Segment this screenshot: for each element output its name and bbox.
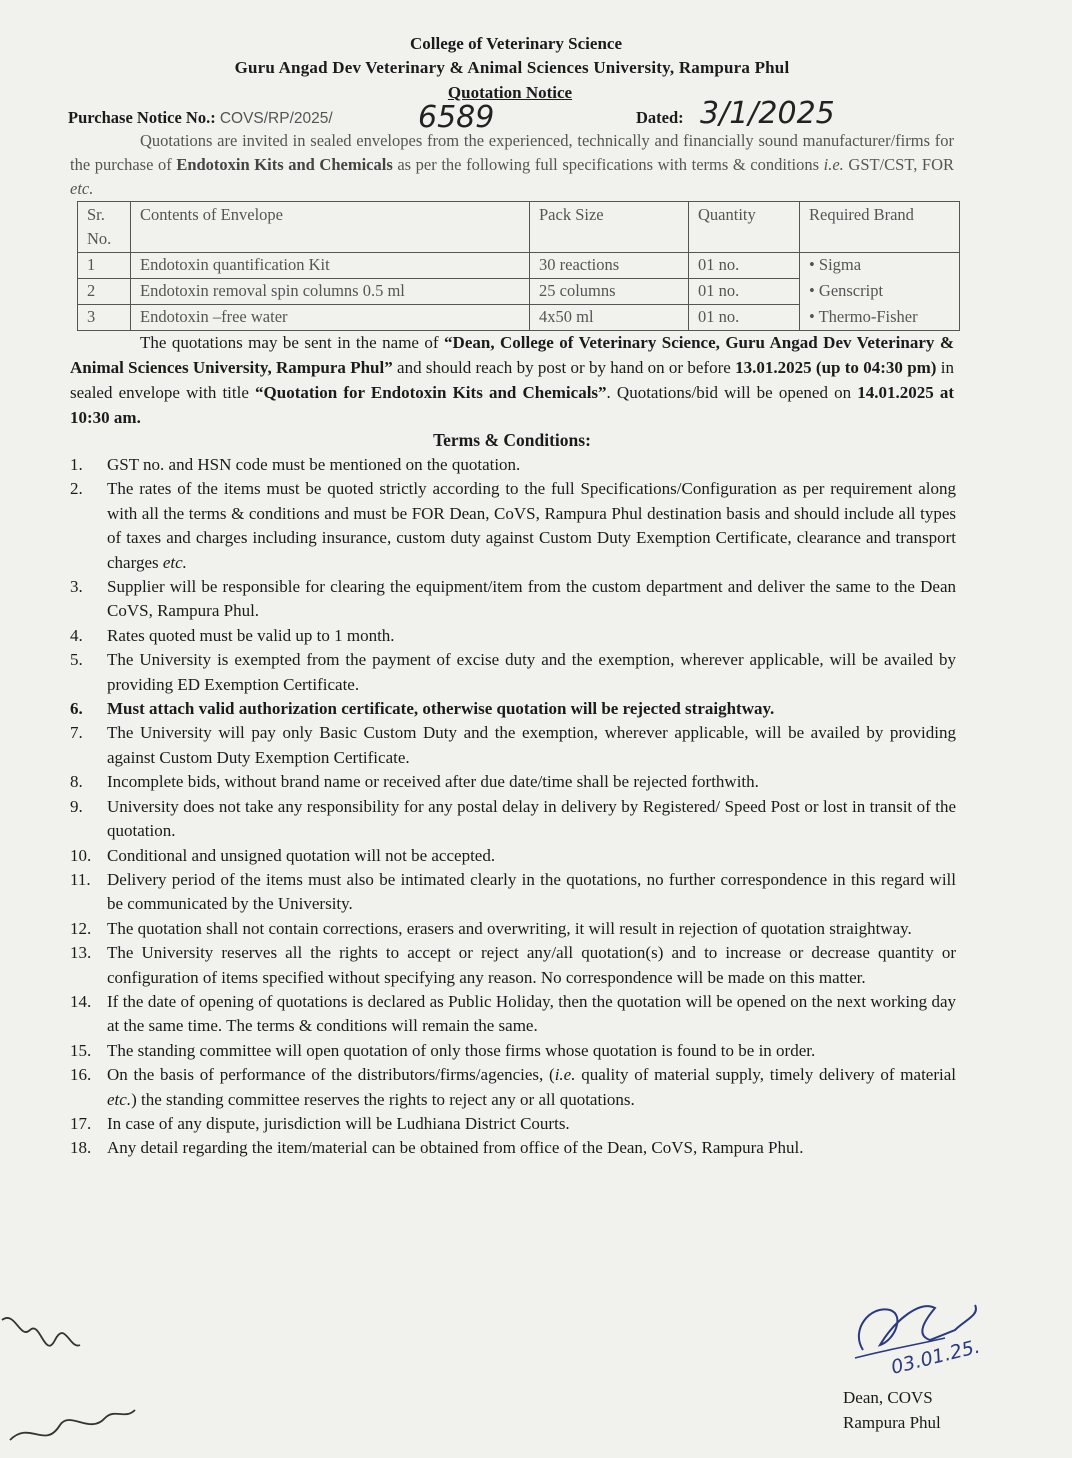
purchase-notice-line [68,108,333,128]
cell-brand: • Genscript [800,279,960,305]
dean-signature [845,1290,995,1385]
term-item [70,1112,956,1136]
header-sr-no: Sr. No. [78,202,131,253]
term-text: Incomplete bids, without brand name or received after due date/time shall be rejected forthwith. [107,772,759,792]
university-name: Guru Angad Dev Veterinary & Animal Sciences University, Rampura Phul [234,58,790,77]
purchase-notice-label: Purchase Notice No.: [68,108,216,127]
cell-qty: 01 no. [689,279,800,305]
term-number: 3. [70,577,83,597]
term-item [70,648,956,697]
term-number: 16. [70,1065,92,1085]
cell-qty: 01 no. [689,305,800,331]
cell-content: Endotoxin –free water [131,305,530,331]
cell-content: Endotoxin quantification Kit [131,253,530,279]
term-number: 13. [70,943,92,963]
term-number: 6. [70,699,83,719]
cell-sr: 2 [78,279,131,305]
term-number: 7. [70,723,83,743]
table-header-row [78,202,960,253]
term-number: 18. [70,1138,92,1158]
term-italic: i.e. [554,1065,576,1085]
term-item [70,917,956,941]
submission-deadline: 13.01.2025 (up to 04:30 pm) [735,358,937,377]
term-text: The quotation shall not contain corrections, erasers and overwriting, it will result in rejection of quotation straightway. [107,918,912,938]
submission-text: The quotations may be sent in the name of [140,333,445,352]
term-number: 10. [70,845,92,865]
submission-addressee: “Dean, College of Veterinary Science, Guru Angad Dev Veterinary & Animal Sciences University, Rampura Phul” [70,333,954,377]
term-number: 4. [70,625,83,645]
intro-italic: i.e. [823,155,844,174]
term-text: Must attach valid authorization certificate, otherwise quotation will be rejected straightway. [107,699,775,719]
term-number: 1. [70,455,83,474]
terms-title: Terms & Conditions: [433,430,591,450]
term-text: Supplier will be responsible for clearing the equipment/item from the custom department and deliver the same to the Dean CoVS, Rampura Phul. [107,577,956,621]
term-text: The University reserves all the rights to accept or reject any/all quotation(s) and to increase or decrease quantity or configuration of items specified without specifying any reason. No correspondence will be made on this matter. [107,943,956,987]
cell-pack: 25 columns [530,279,689,305]
header-required-brand: Required Brand [800,202,960,253]
term-italic-2: etc. [107,1089,132,1109]
term-item [70,1136,956,1160]
term-item [70,1039,956,1063]
term-text: Conditional and unsigned quotation will not be accepted. [107,845,496,865]
term-item [70,990,956,1039]
term-text-2: quality of material supply, timely delivery of material [575,1065,956,1085]
dated-label: Dated: [636,108,684,127]
term-text: Delivery period of the items must also be intimated clearly in the quotations, no further correspondence in this regard will be communicated by the University. [107,869,956,914]
term-text: The standing committee will open quotation of only those firms whose quotation is found to be in order. [107,1040,816,1060]
handwritten-initials [0,1300,150,1458]
term-item [70,941,956,990]
intro-text-3: GST/CST, FOR [843,155,955,174]
cell-brand: • Thermo-Fisher [800,305,960,331]
header-quantity: Quantity [689,202,800,253]
term-number: 17. [70,1113,92,1133]
term-text: Any detail regarding the item/material can be obtained from office of the Dean, CoVS, Rampura Phul. [107,1138,804,1158]
terms-list [70,453,956,1161]
term-number: 2. [70,479,83,499]
items-table [77,201,960,331]
term-item [70,721,956,770]
cell-sr: 1 [78,253,131,279]
term-item [70,1063,956,1112]
term-item [70,770,956,794]
term-text: The University will pay only Basic Custom Duty and the exemption, wherever applicable, will be availed by providing against Custom Duty Exemption Certificate. [107,723,956,767]
notice-title: Quotation Notice [447,83,573,102]
cell-pack: 4x50 ml [530,305,689,331]
signature-date: 03.01.25. [888,1335,983,1379]
cell-qty: 01 no. [689,253,800,279]
term-text: University does not take any responsibility for any postal delay in delivery by Registered/ Speed Post or lost in transit of the quotation. [107,796,956,841]
term-text-3: ) the standing committee reserves the rights to reject any or all quotations. [131,1089,635,1109]
term-item [70,844,956,868]
submission-paragraph [70,330,954,430]
term-text: In case of any dispute, jurisdiction will be Ludhiana District Courts. [107,1113,570,1133]
term-number: 9. [70,796,83,816]
term-text: The University is exempted from the payment of excise duty and the exemption, wherever applicable, will be availed by providing ED Exemption Certificate. [107,650,956,694]
submission-text-2: and should reach by post or by hand on or before [392,358,736,377]
term-item [70,868,956,917]
intro-italic-2: etc. [70,179,94,198]
intro-text: Quotations are invited in sealed envelopes from the experienced, technically and financially sound manufacturer/firms for the purchase of [70,131,954,174]
submission-text-4: . Quotations/bid will be opened on [606,383,858,402]
table-row [78,253,960,279]
term-item [70,624,956,648]
handwritten-notice-number: 6589 [418,100,495,135]
term-number: 15. [70,1040,92,1060]
term-number: 12. [70,918,92,938]
cell-pack: 30 reactions [530,253,689,279]
intro-paragraph [70,129,954,201]
signatory-place: Rampura Phul [843,1413,941,1432]
term-item [70,697,956,721]
submission-opening-date: 14.01.2025 at 10:30 am. [70,383,954,427]
signatory-block [843,1385,941,1435]
term-text: The rates of the items must be quoted strictly according to the full Specifications/Configuration as per requirement along with all the terms & conditions and must be FOR Dean, CoVS, Rampura Phul destination basis and should include all types of taxes and charges including insurance, custom duty against Custom Duty Exemption Certificate, clearance and transport charges [107,479,956,572]
term-number: 8. [70,772,83,792]
submission-text-3: in sealed envelope with title [70,358,954,402]
term-number: 11. [70,869,91,889]
term-item [70,575,956,624]
college-name: College of Veterinary Science [410,34,622,53]
handwritten-date: 3/1/2025 [700,96,835,131]
intro-bold: Endotoxin Kits and Chemicals [176,155,393,174]
table-row [78,279,960,305]
submission-envelope-title: “Quotation for Endotoxin Kits and Chemicals” [255,383,607,402]
term-italic: etc. [162,552,187,572]
term-item [70,795,956,844]
term-item [70,477,956,575]
term-number: 5. [70,650,83,670]
term-text: GST no. and HSN code must be mentioned on the quotation. [107,455,521,474]
table-row [78,305,960,331]
term-text: Rates quoted must be valid up to 1 month. [107,625,395,645]
signatory-designation: Dean, COVS [843,1388,933,1407]
term-text: If the date of opening of quotations is declared as Public Holiday, then the quotation will be opened on the next working day at the same time. The terms & conditions will remain the same. [107,991,956,1036]
purchase-notice-number: COVS/RP/2025/ [219,110,333,127]
term-item [70,453,956,477]
term-number: 14. [70,991,92,1011]
header-pack-size: Pack Size [530,202,689,253]
intro-text-2: as per the following full specifications with terms & conditions [392,155,824,174]
cell-sr: 3 [78,305,131,331]
cell-content: Endotoxin removal spin columns 0.5 ml [131,279,530,305]
cell-brand: • Sigma [800,253,960,279]
term-text: On the basis of performance of the distributors/firms/agencies, ( [107,1065,555,1085]
header-contents: Contents of Envelope [131,202,530,253]
